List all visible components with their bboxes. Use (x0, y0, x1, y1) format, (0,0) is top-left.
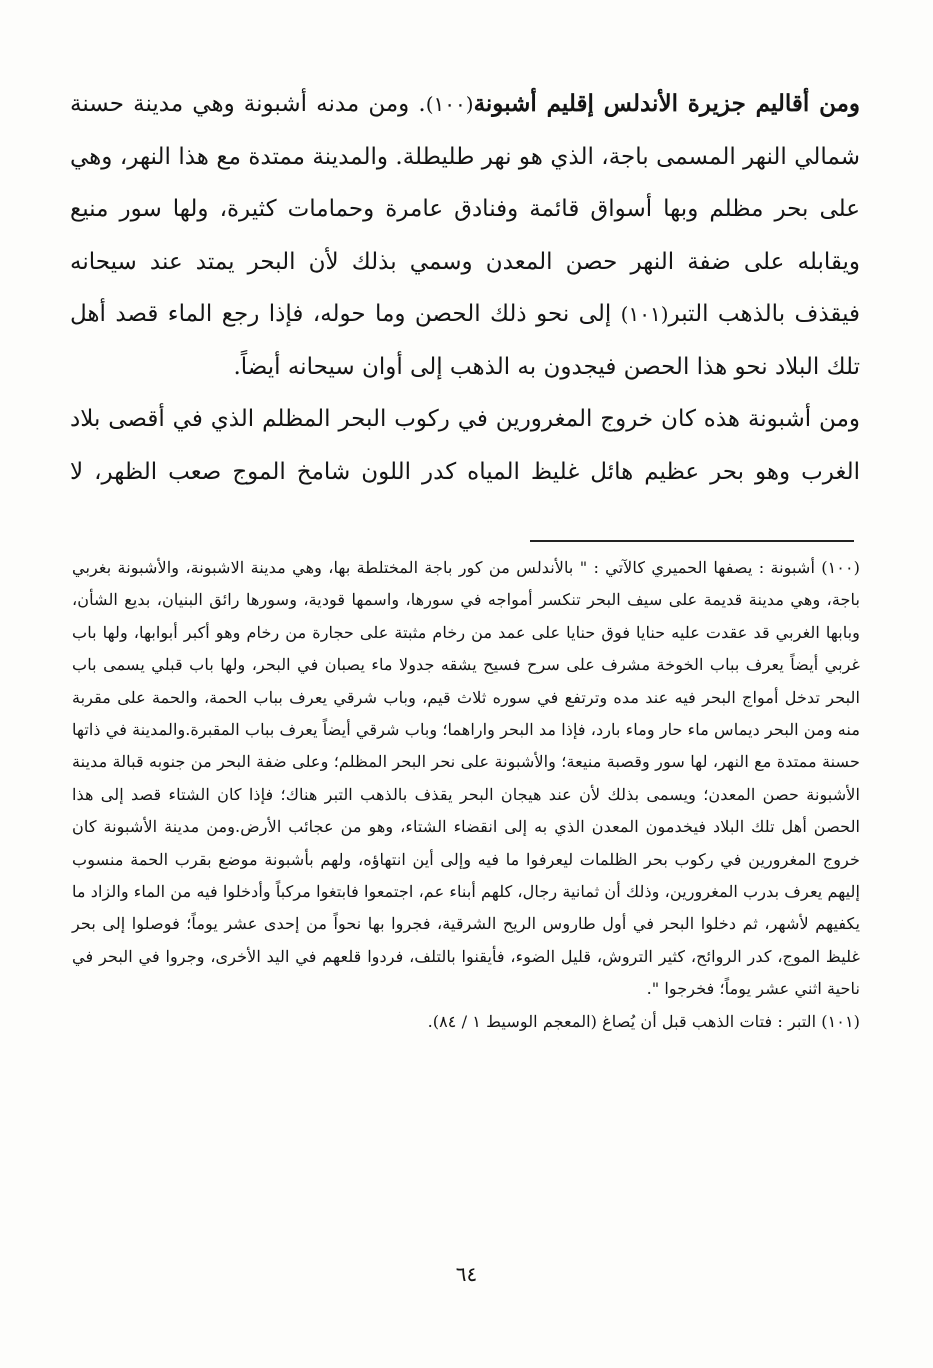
paragraph-1-text-a: . ومن مدنه أشبونة وهي مدينة حسنة شمالي النهر المسمى باجة، الذي هو نهر طليطلة. والمدينة ممتدة مع هذا النهر، وهي على بحر مظلم وبها أسواق قائمة وفنادق عامرة وحمامات كثيرة، ولها سور منيع ويقابله على ضفة النهر حصن المعدن وسمي بذلك لأن البحر يمتد عند سيحانه فيقذف بالذهب التبر (70, 91, 861, 327)
footnote-101: (١٠١) التبر : فتات الذهب قبل أن يُصاغ (المعجم الوسيط ١ / ٨٤). (427, 1011, 860, 1031)
page-number: ٦٤ (455, 1262, 478, 1286)
footnote-separator (530, 540, 854, 542)
footnotes (72, 552, 860, 1038)
paragraph-1 (70, 78, 860, 393)
paragraph-2: ومن أشبونة هذه كان خروج المغرورين في ركوب البحر المظلم الذي في أقصى بلاد الغرب وهو بحر عظيم هائل غليظ المياه كدر اللون شامخ الموج صعب الظهر، لا (70, 406, 860, 485)
bold-lead: ومن أقاليم جزيرة الأندلس إقليم أشبونة (473, 90, 861, 117)
footnote-100: (١٠٠) أشبونة : يصفها الحميري كالآتي : " بالأندلس من كور باجة المختلطة بها، وهي مدينة الاشبونة، والأشبونة بغربي باجة، وهي مدينة قديمة على سيف البحر تنكسر أمواجه في سورها، واسمها قودية، وسورها رائق البنيان، بديع الشأن، وبابها الغربي قد عقدت عليه حنايا فوق حنايا على عمد من رخام مثبتة على حجارة من رخام وهو أكبر أبوابها، ولها باب غربي أيضاً يعرف بباب الخوخة مشرف على سرح فسيح يشقه جدولا ماء يصبان في البحر، ولها باب قبلي يسمى باب البحر تدخل أمواج البحر فيه عند مده وترتفع في سوره ثلاث قيم، وباب شرقي يعرف بباب الحمة، والحمة على مقربة منه ومن البحر ديماس ماء حار وماء بارد، فإذا مد البحر واراهما؛ وباب شرقي أيضاً يعرف بباب المقبرة.والمدينة في ذاتها حسنة ممتدة مع النهر، لها سور وقصبة منيعة؛ والأشبونة على نحر البحر المظلم؛ وعلى ضفة البحر من جنوبه قبالة مدينة الأشبونة حصن المعدن؛ ويسمى بذلك لأن عند هيجان البحر يقذف بالذهب التبر هناك؛ فإذا كان الشتاء قصد إلى هذا الحصن أهل تلك البلاد فيخدمون المعدن الذي به إلى انقضاء الشتاء، وهو من عجائب الأرض.ومن مدينة الأشبونة كان خروج المغرورين في ركوب بحر الظلمات ليعرفوا ما فيه وإلى أين انتهاؤه، ولهم بأشبونة موضع بقرب الحمة منسوب إليهم يعرف بدرب المغرورين، وذلك أن ثمانية رجال، كلهم أبناء عم، اجتمعوا فابتغوا مركباً وأدخلوا فيه من الماء والزاد ما يكفيهم لأشهر، ثم دخلوا البحر في أول طاروس الريح الشرقية، فجروا بها نحواً من إحدى عشر يوماً؛ فوصلوا إلى بحر غليظ الموج، كدر الروائح، كثير التروش، قليل الضوء، فأيقنوا بالتلف، فردوا قلعهم في اليد الأخرى، وجروا في البحر في ناحية اثني عشر يوماً؛ فخرجوا ". (71, 558, 860, 999)
main-text (70, 78, 860, 498)
paragraph-1-text-b: إلى نحو ذلك الحصن وما حوله، فإذا رجع الماء قصد أهل تلك البلاد نحو هذا الحصن فيجدون به الذهب إلى أوان سيحانه أيضاً. (70, 301, 860, 380)
footnote-ref-101: (١٠١) (620, 302, 669, 326)
footnote-ref-100: (١٠٠) (425, 92, 474, 116)
